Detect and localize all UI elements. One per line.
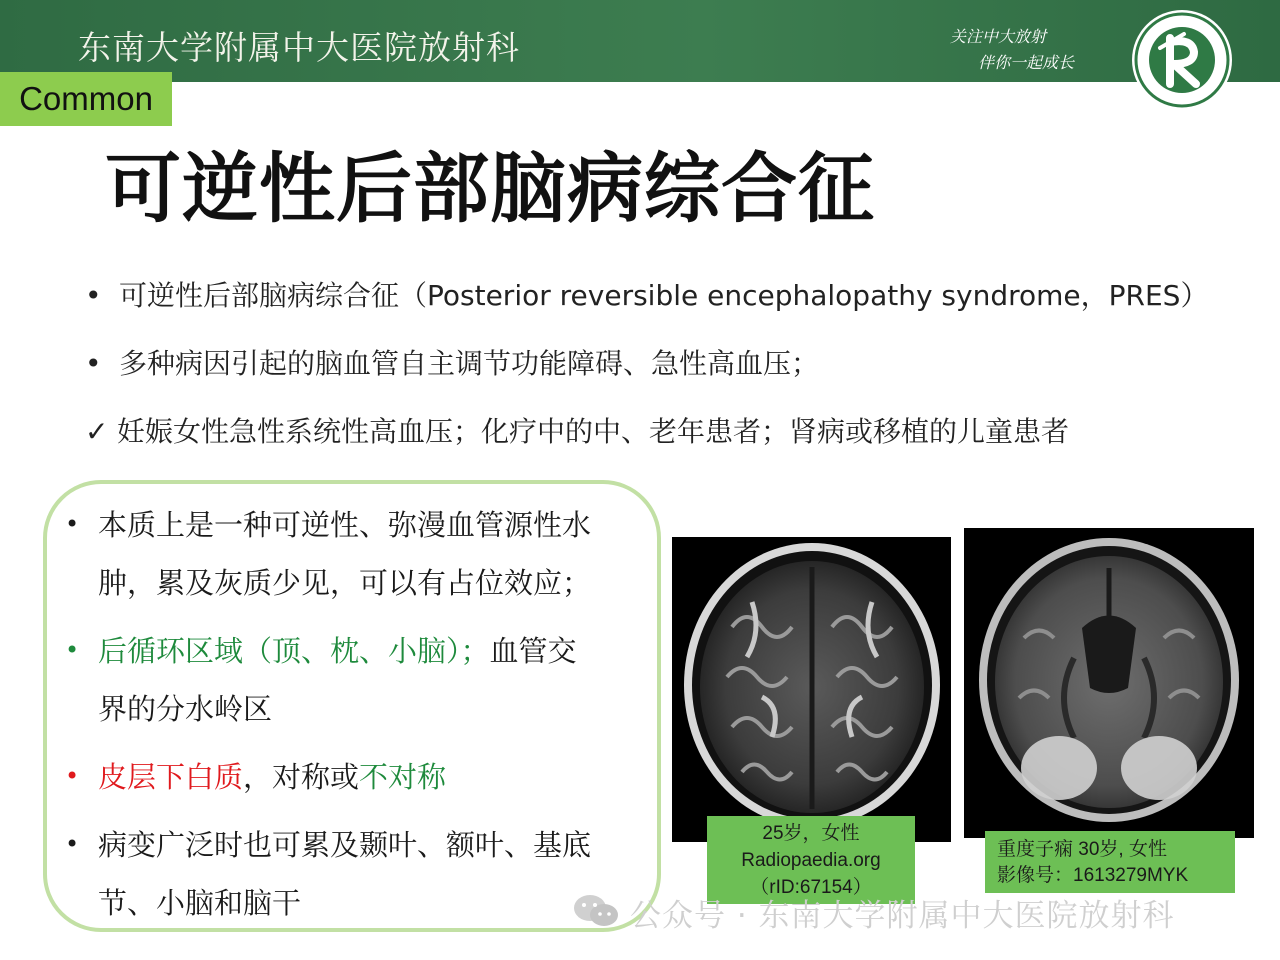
bullet-line-3 (85, 410, 1069, 450)
caption-line: 重度子痫 30岁, 女性 (997, 839, 1167, 860)
bullet-text: 可逆性后部脑病综合征（Posterior reversible encephalopathy syndrome，PRES） (119, 279, 1209, 312)
right-image-caption (985, 831, 1235, 893)
box-bullet-4: • (65, 830, 80, 858)
box-item-4-line-1: 病变广泛时也可累及颞叶、额叶、基底 (98, 828, 592, 862)
box-item-3-mid: ，对称或 (243, 760, 360, 794)
box-item-2-line-1 (98, 629, 577, 670)
highlight-green: 不对称 (359, 760, 447, 794)
slogan-line-2: 伴你一起成长 (978, 53, 1075, 72)
department-logo (1130, 8, 1234, 112)
highlight-red: 皮层下白质 (98, 760, 244, 794)
bullet-line-1 (85, 274, 1208, 314)
bullet-text: 多种病因引起的脑血管自主调节功能障碍、急性高血压； (119, 347, 820, 380)
box-item-2-rest: 血管交 (489, 634, 577, 668)
box-item-3 (98, 755, 446, 796)
caption-line: （rID:67154） (750, 877, 872, 898)
caption-line: 25岁，女性 (762, 823, 860, 844)
brain-scan-left (672, 537, 951, 842)
page-title: 可逆性后部脑病综合征 (105, 144, 875, 233)
category-tag: Common (0, 72, 172, 126)
bullet-text: 妊娠女性急性系统性高血压；化疗中的中、老年患者；肾病或移植的儿童患者 (117, 415, 1070, 448)
header-title: 东南大学附属中大医院放射科 (78, 28, 520, 67)
watermark-text: 公众号 · 东南大学附属中大医院放射科 (630, 898, 1175, 934)
box-item-4-line-2: 节、小脑和脑干 (98, 886, 302, 920)
box-item-2-line-2: 界的分水岭区 (98, 692, 273, 726)
box-bullet-1: • (65, 510, 80, 538)
brain-scan-right (964, 528, 1254, 838)
box-bullet-2: • (65, 636, 80, 664)
box-bullet-3: • (65, 762, 80, 790)
wechat-icon (572, 893, 620, 929)
box-item-1-line-1: 本质上是一种可逆性、弥漫血管源性水 (98, 508, 592, 542)
check-mark: ✓ (85, 415, 109, 448)
bullet-mark: • (85, 279, 102, 312)
slogan-line-1: 关注中大放射 (950, 27, 1047, 46)
mri-image-left (672, 537, 951, 842)
bullet-mark: • (85, 347, 102, 380)
highlight-green: 后循环区域（顶、枕、小脑）； (98, 634, 490, 668)
caption-line: 影像号：1613279MYK (997, 865, 1189, 886)
box-item-1-line-2: 肿，累及灰质少见，可以有占位效应； (98, 566, 592, 600)
caption-line: Radiopaedia.org (741, 850, 881, 871)
bullet-line-2 (85, 342, 819, 382)
mri-image-right (964, 528, 1254, 838)
